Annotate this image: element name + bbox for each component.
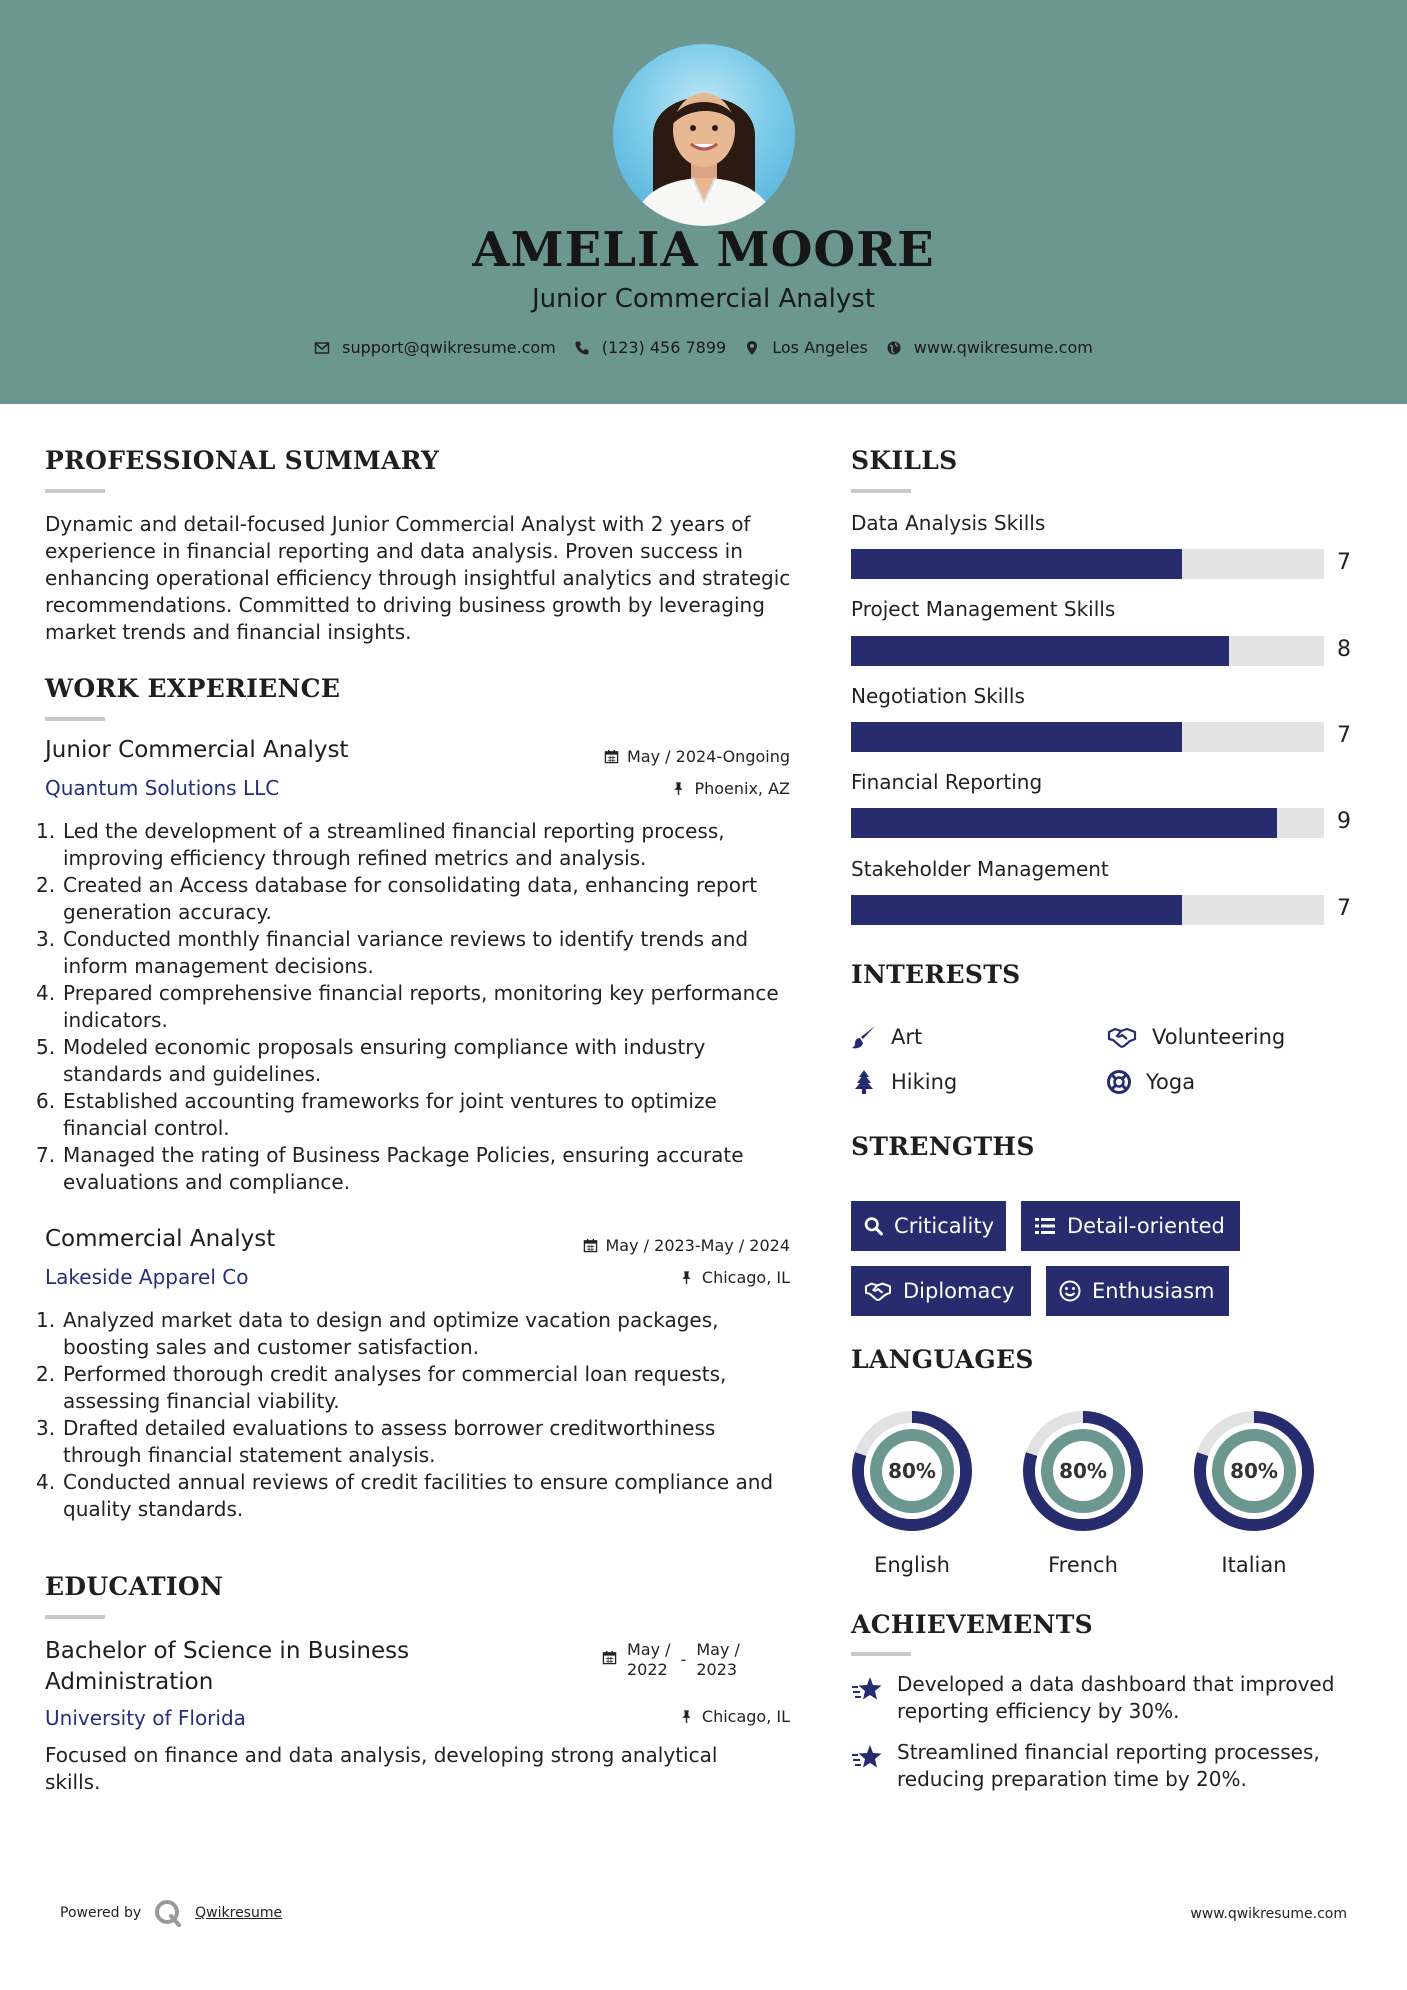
strength-tag-criticality [851, 1201, 1006, 1251]
qwikresume-logo-icon [153, 1898, 183, 1928]
skills-heading: SKILLS [851, 446, 958, 475]
skills-underline [851, 489, 911, 493]
interests-heading: INTERESTS [851, 960, 1021, 989]
map-pin-icon [744, 340, 760, 356]
profile-photo [613, 44, 795, 226]
interest-label: Yoga [1146, 1070, 1196, 1094]
skill-bar [851, 895, 1324, 925]
job-bullet-list [36, 818, 796, 1196]
search-icon [863, 1214, 884, 1238]
language-percent: 80% [1059, 1459, 1107, 1483]
skill-label: Negotiation Skills [851, 684, 1025, 708]
job-date [604, 747, 790, 766]
achievements-underline [851, 1652, 911, 1656]
skill-label: Project Management Skills [851, 597, 1116, 621]
degree-line-1: Bachelor of Science in Business [45, 1638, 410, 1664]
handshake-icon [863, 1279, 893, 1303]
envelope-icon [314, 340, 330, 356]
smile-icon [1058, 1279, 1082, 1303]
skill-value: 7 [1337, 896, 1351, 921]
skill-value: 8 [1337, 637, 1351, 662]
strengths-heading: STRENGTHS [851, 1132, 1035, 1161]
contact-email[interactable] [314, 338, 556, 357]
pushpin-icon [679, 1709, 694, 1724]
phone-text: (123) 456 7899 [601, 338, 727, 357]
handshake-icon [1106, 1024, 1138, 1050]
interest-label: Volunteering [1152, 1025, 1286, 1049]
job-location-text: Phoenix, AZ [694, 779, 790, 798]
achievements-heading: ACHIEVEMENTS [851, 1610, 1093, 1639]
summary-heading: PROFESSIONAL SUMMARY [45, 446, 440, 475]
list-item: 2. Performed thorough credit analyses for commercial loan requests, assessing financial viability. [36, 1362, 727, 1413]
calendar-icon [602, 1650, 617, 1665]
skill-value: 7 [1337, 550, 1351, 575]
list-item: 4. Prepared comprehensive financial reports, monitoring key performance indicators. [36, 981, 779, 1032]
skill-value: 9 [1337, 809, 1351, 834]
contact-location [744, 338, 868, 357]
list-item: 5. Modeled economic proposals ensuring compliance with industry standards and guidelines. [36, 1035, 706, 1086]
education-heading: EDUCATION [45, 1572, 224, 1601]
skill-label: Stakeholder Management [851, 857, 1109, 881]
education-date [602, 1640, 740, 1680]
achievement-item [851, 1739, 1371, 1793]
date-dash: - [680, 1650, 687, 1669]
language-percent: 80% [1230, 1459, 1278, 1483]
job-date [583, 1236, 791, 1255]
star-award-icon [851, 1743, 883, 1771]
language-progress-ring [850, 1409, 974, 1533]
pushpin-icon [671, 781, 686, 796]
website-text: www.qwikresume.com [913, 338, 1093, 357]
lifebuoy-icon [1106, 1069, 1132, 1095]
list-item: 1. Led the development of a streamlined financial reporting process, improving efficiency through refined metrics and analysis. [36, 819, 725, 870]
interest-yoga [1106, 1069, 1195, 1095]
list-item: 4. Conducted annual reviews of credit facilities to ensure compliance and quality standards. [36, 1470, 774, 1521]
work-underline [45, 717, 105, 721]
education-text: Focused on finance and data analysis, developing strong analytical skills. [45, 1743, 718, 1794]
interest-label: Art [891, 1025, 923, 1049]
language-english [850, 1409, 974, 1577]
job-date-text: May / 2024-Ongoing [627, 747, 790, 766]
list-item: 7. Managed the rating of Business Package Policies, ensuring accurate evaluations and compliance. [36, 1143, 744, 1194]
language-progress-ring [1021, 1409, 1145, 1533]
skill-bar [851, 549, 1324, 579]
job-location-text: Chicago, IL [701, 1268, 790, 1287]
list-item: 3. Drafted detailed evaluations to assess borrower creditworthiness through financial statement analysis. [36, 1416, 716, 1467]
list-item: 2. Created an Access database for consolidating data, enhancing report generation accuracy. [36, 873, 758, 924]
list-item: 1. Analyzed market data to design and optimize vacation packages, boosting sales and customer satisfaction. [36, 1308, 719, 1359]
end-date: May / 2023 [696, 1640, 740, 1679]
job-title: Junior Commercial Analyst [45, 737, 349, 763]
qwikresume-link[interactable]: Qwikresume [195, 1905, 283, 1921]
languages-heading: LANGUAGES [851, 1345, 1034, 1374]
language-percent: 80% [888, 1459, 936, 1483]
company-name: Quantum Solutions LLC [45, 776, 280, 800]
education-underline [45, 1615, 105, 1619]
calendar-icon [583, 1238, 598, 1253]
language-italian [1192, 1409, 1316, 1577]
location-text: Los Angeles [772, 338, 868, 357]
summary-underline [45, 489, 105, 493]
paintbrush-icon [851, 1024, 877, 1050]
skill-bar-fill [851, 895, 1182, 925]
achievement-text: Streamlined financial reporting processes, reducing preparation time by 20%. [897, 1740, 1320, 1791]
pushpin-icon [679, 1270, 694, 1285]
skill-bar-fill [851, 636, 1229, 666]
strength-label: Detail-oriented [1067, 1214, 1225, 1238]
skill-bar [851, 722, 1324, 752]
skill-label: Data Analysis Skills [851, 511, 1046, 535]
calendar-icon [604, 749, 619, 764]
footer-website[interactable]: www.qwikresume.com [1190, 1906, 1347, 1922]
strength-label: Criticality [894, 1214, 994, 1238]
phone-icon [574, 340, 590, 356]
strength-label: Diplomacy [903, 1279, 1015, 1303]
interest-volunteering [1106, 1024, 1285, 1050]
strength-tag-enthusiasm [1046, 1266, 1229, 1316]
education-location [679, 1707, 790, 1726]
language-french [1021, 1409, 1145, 1577]
language-label: Italian [1221, 1553, 1287, 1577]
language-progress-ring [1192, 1409, 1316, 1533]
skill-bar-fill [851, 808, 1277, 838]
job-location [671, 779, 790, 798]
interest-hiking [851, 1069, 957, 1095]
email-text: support@qwikresume.com [342, 338, 556, 357]
summary-text: Dynamic and detail-focused Junior Commercial Analyst with 2 years of experience in financial reporting and data analysis. Proven success in enhancing operational efficiency through insightful analytics and strategic recommendations. Committed to driving business growth by leveraging market trends and financial insights. [45, 512, 791, 644]
language-label: French [1048, 1553, 1118, 1577]
degree-title [45, 1636, 409, 1698]
strength-tag-detail-oriented [1021, 1201, 1240, 1251]
contact-website[interactable] [886, 338, 1093, 357]
strength-tag-diplomacy [851, 1266, 1031, 1316]
education-location-text: Chicago, IL [701, 1707, 790, 1726]
strength-label: Enthusiasm [1092, 1279, 1215, 1303]
interest-label: Hiking [891, 1070, 958, 1094]
candidate-name: AMELIA MOORE [472, 222, 935, 278]
list-item: 3. Conducted monthly financial variance reviews to identify trends and inform management decisions. [36, 927, 749, 978]
job-date-text: May / 2023-May / 2024 [605, 1236, 790, 1255]
job-title: Commercial Analyst [45, 1226, 276, 1252]
job-bullet-list [36, 1307, 796, 1523]
resume-header [0, 0, 1407, 404]
interest-art [851, 1024, 922, 1050]
globe-icon [886, 340, 902, 356]
work-heading: WORK EXPERIENCE [45, 674, 341, 703]
skill-bar-fill [851, 722, 1182, 752]
job-location [679, 1268, 790, 1287]
skill-bar [851, 808, 1324, 838]
skill-label: Financial Reporting [851, 770, 1043, 794]
contact-phone[interactable] [574, 338, 726, 357]
start-date: May / 2022 [627, 1640, 671, 1679]
skill-bar [851, 636, 1324, 666]
degree-line-2: Administration [45, 1669, 214, 1695]
star-award-icon [851, 1675, 883, 1703]
contact-bar [0, 338, 1407, 357]
language-label: English [874, 1553, 950, 1577]
skill-bar-fill [851, 549, 1182, 579]
achievement-text: Developed a data dashboard that improved reporting efficiency by 30%. [897, 1672, 1335, 1723]
powered-by-text: Powered by [60, 1905, 142, 1921]
candidate-role: Junior Commercial Analyst [531, 284, 876, 314]
list-item: 6. Established accounting frameworks for joint ventures to optimize financial control. [36, 1089, 717, 1140]
skill-value: 7 [1337, 723, 1351, 748]
person-portrait-icon [613, 44, 795, 226]
company-name: Lakeside Apparel Co [45, 1265, 249, 1289]
list-icon [1033, 1214, 1057, 1238]
tree-icon [851, 1069, 877, 1095]
achievement-item [851, 1671, 1371, 1725]
footer-powered-by [60, 1898, 282, 1928]
school-name: University of Florida [45, 1706, 246, 1730]
